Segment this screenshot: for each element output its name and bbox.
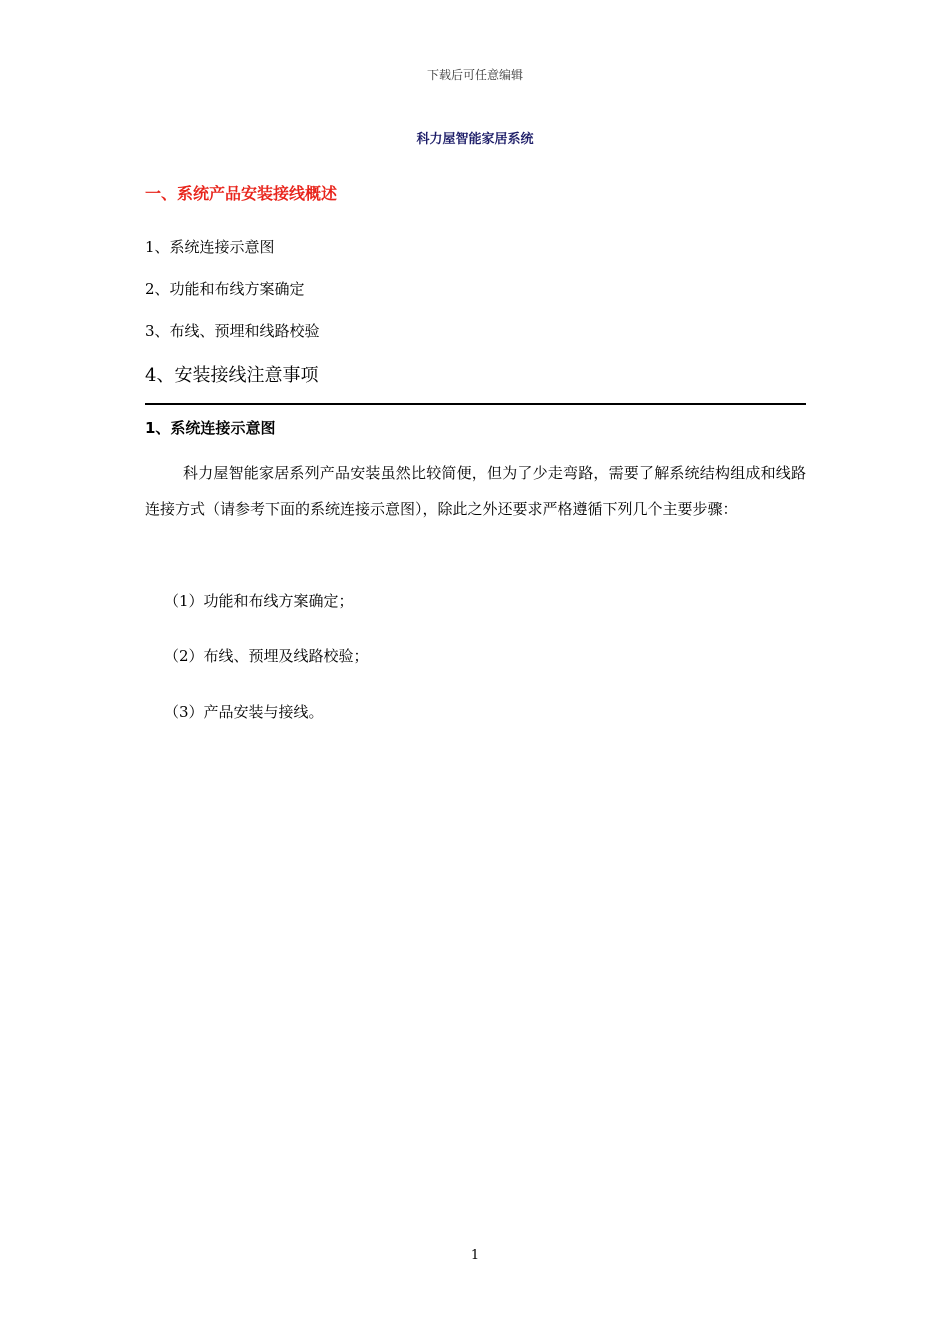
toc-item: 2、功能和布线方案确定 — [145, 280, 305, 298]
subsection-heading: 1、系统连接示意图 — [145, 419, 276, 437]
horizontal-rule — [145, 403, 806, 405]
section-heading: 一、系统产品安装接线概述 — [145, 184, 338, 203]
toc-item: 3、布线、预埋和线路校验 — [145, 322, 320, 340]
body-paragraph: 科力屋智能家居系列产品安装虽然比较简便，但为了少走弯路，需要了解系统结构组成和线路连接方式（请参考下面的系统连接示意图），除此之外还要求严格遵循下列几个主要步骤： — [145, 464, 806, 518]
toc-item: 4、安装接线注意事项 — [145, 365, 319, 386]
document-title: 科力屋智能家居系统 — [416, 132, 534, 147]
step-item: （2）布线、预埋及线路校验； — [164, 647, 369, 665]
step-item: （1）功能和布线方案确定； — [164, 592, 354, 610]
toc-item: 1、系统连接示意图 — [145, 238, 275, 256]
step-item: （3）产品安装与接线。 — [164, 703, 324, 721]
header-note: 下载后可任意编辑 — [426, 68, 523, 82]
page-number: 1 — [470, 1248, 480, 1263]
